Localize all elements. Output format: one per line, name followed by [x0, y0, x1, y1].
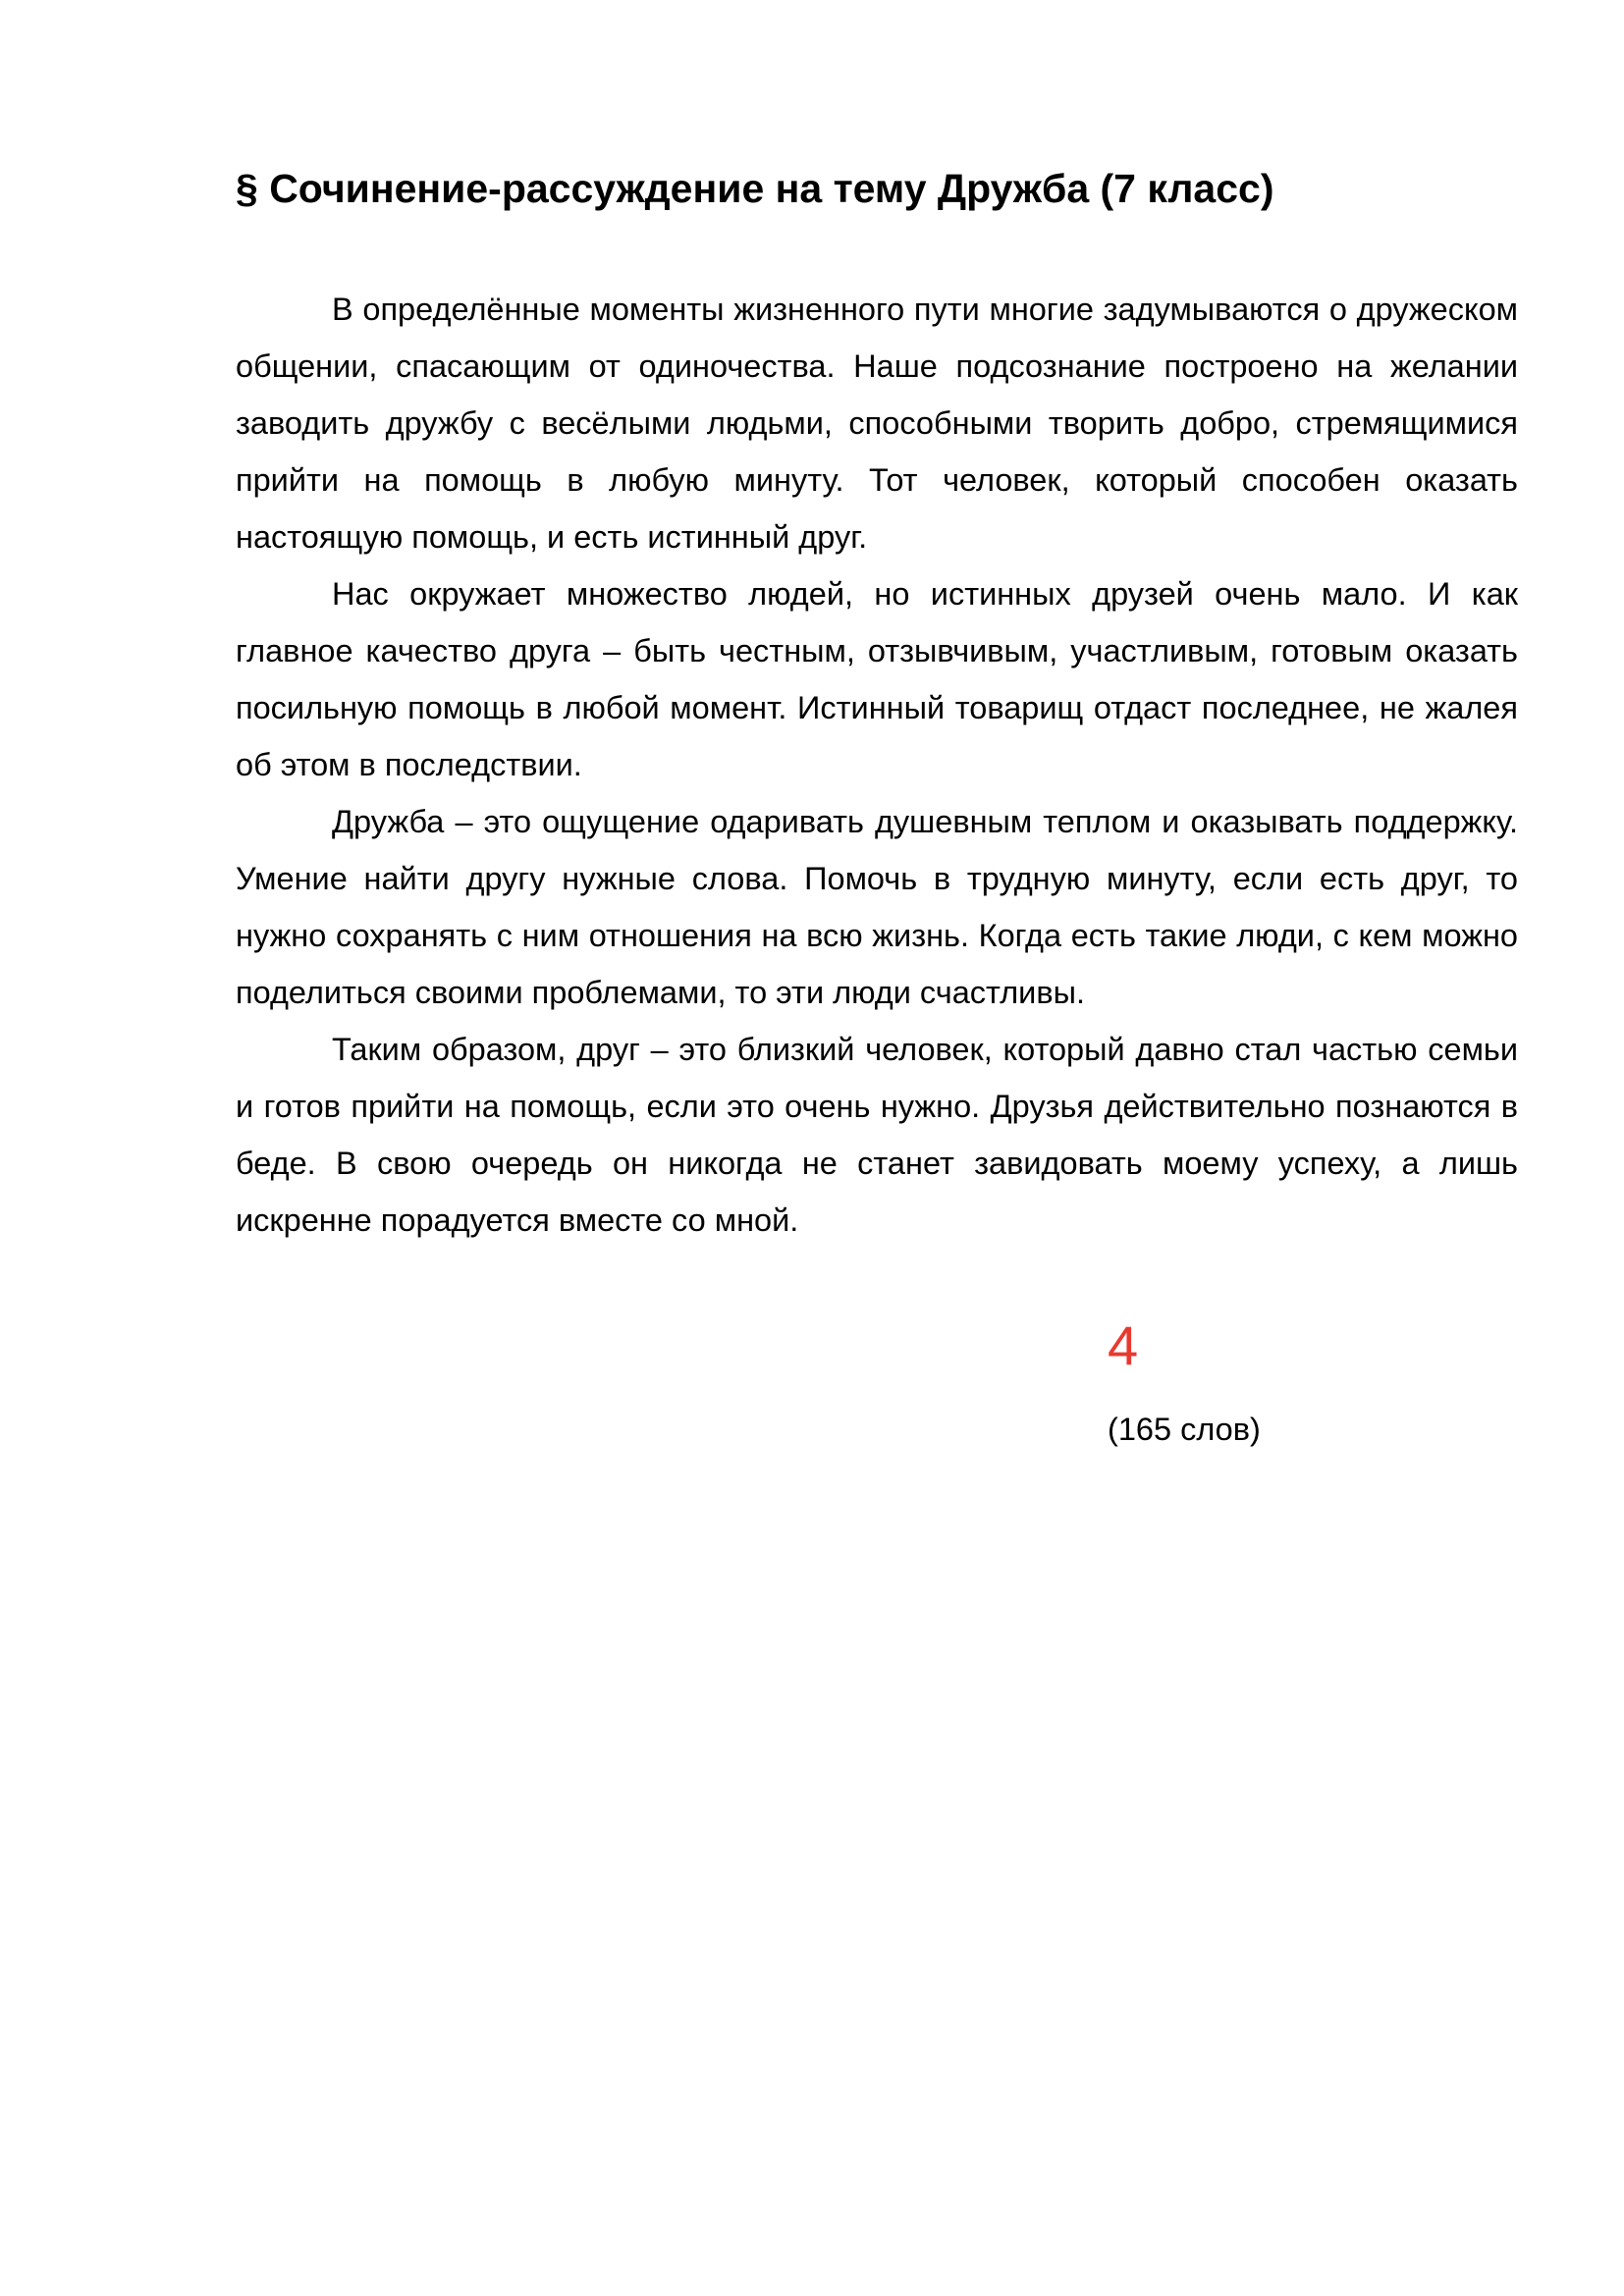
essay-body	[236, 281, 1518, 1249]
word-count: (165 слов)	[1108, 1412, 1261, 1447]
essay-paragraph-4: Таким образом, друг – это близкий человек, который давно стал частью семьи и готов прийти на помощь, если это очень нужно. Друзья действительно познаются в беде. В свою очередь он никогда не станет завидовать моему успеху, а лишь искренне порадуется вместе со мной.	[236, 1032, 1518, 1238]
grade-mark: 4	[1108, 1314, 1139, 1376]
document-title: § Сочинение-рассуждение на тему Дружба (7 класс)	[236, 166, 1274, 211]
essay-paragraph-1: В определённые моменты жизненного пути многие задумываются о дружеском общении, спасающим от одиночества. Наше подсознание построено на желании заводить дружбу с весёлыми людьми, способными творить добро, стремящимися прийти на помощь в любую минуту. Тот человек, который способен оказать настоящую помощь, и есть истинный друг.	[236, 292, 1518, 555]
essay-paragraph-3: Дружба – это ощущение одаривать душевным теплом и оказывать поддержку. Умение найти другу нужные слова. Помочь в трудную минуту, если есть друг, то нужно сохранять с ним отношения на всю жизнь. Когда есть такие люди, с кем можно поделиться своими проблемами, то эти люди счастливы.	[236, 804, 1518, 1010]
essay-paragraph-2: Нас окружает множество людей, но истинных друзей очень мало. И как главное качество друга – быть честным, отзывчивым, участливым, готовым оказать посильную помощь в любой момент. Истинный товарищ отдаст последнее, не жалея об этом в последствии.	[236, 576, 1518, 782]
